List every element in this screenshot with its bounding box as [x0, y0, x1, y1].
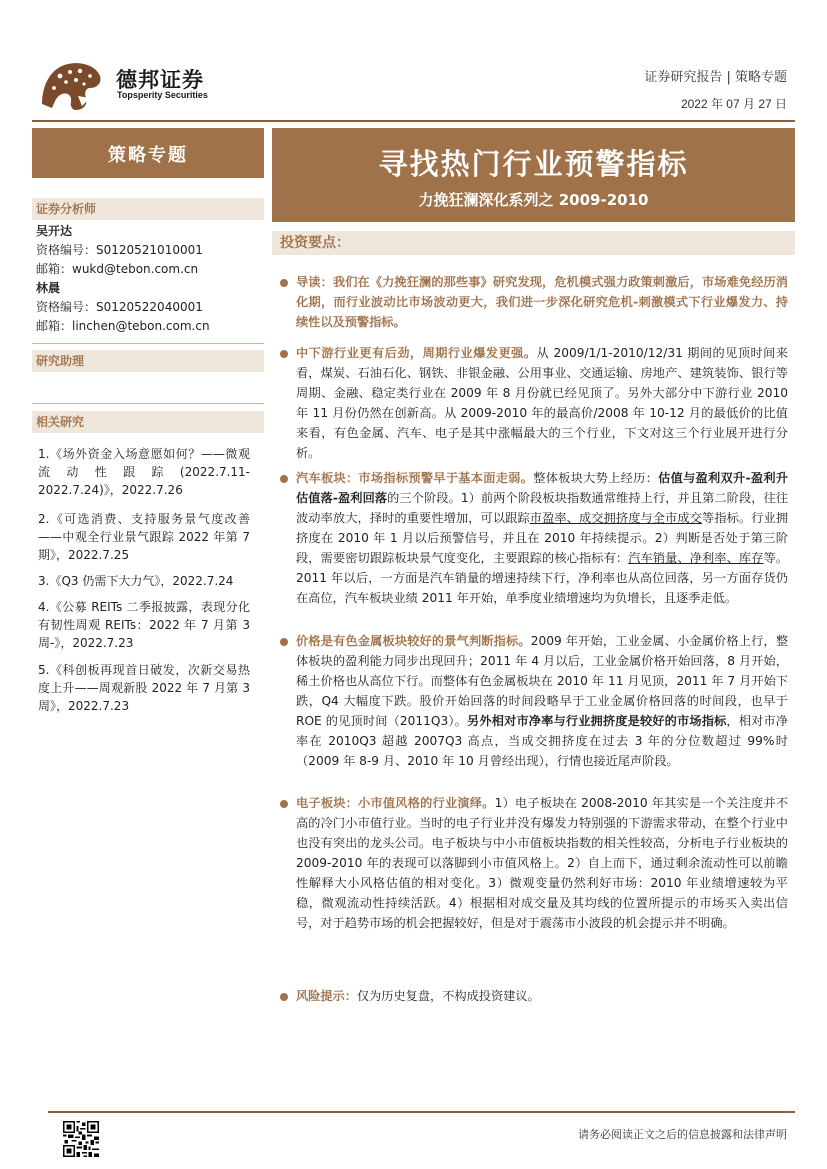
key-point-body: ，相对市净率在 2010Q3 超越 2007Q3 高点，当成交拥挤度在过去 3 年的分位数超过 99%时（2009 年 8-9 月、2010 年 10 月曾经出现），行情也接近尾声阶段。 [296, 714, 789, 768]
key-point-body: 等指标。行业拥挤度在 2010 年 1 月以后预警信号，并且在 2010 年持续提示。2）判断是否处于第三阶段，需要密切跟踪板块景气度变化，主要跟踪的核心指标有： [296, 511, 789, 565]
key-point-lead: 价格是有色金属板块较好的景气判断指标。 [296, 634, 531, 648]
analysts-heading: 证券分析师 [32, 198, 264, 220]
key-point-lead: 风险提示： [296, 989, 357, 1003]
qr-code-icon [63, 1121, 99, 1157]
key-point-metals [296, 631, 788, 771]
title-banner [272, 128, 795, 222]
key-point-lead: 中下游行业更有后劲，周期行业爆发更强。 [296, 346, 537, 360]
key-points-heading: 投资要点： [272, 231, 795, 255]
footer-divider [48, 1111, 795, 1113]
key-point-body: 2009 年开始，工业金属、小金属价格上行，整体板块的盈利能力同步出现回升；2011 年 4 月以后，工业金属价格开始回落，8 月开始，稀土价格也从高位下行。而整体有色金属板块在 2010 年 11 月见顶，2011 年 7 月开始下跌，Q4 大幅度下跌。股价开始回落的时间段略早于工业金属价格回落的时间段，也早于 ROE 的见顶时间（2011Q3）。 [296, 634, 789, 728]
key-point-body: 等。2011 年以后，一方面是汽车销量的增速持续下行，净利率也从高位回落，另一方面存货仍在高位，汽车板块业绩 2011 年开始，单季度业绩增速均为负增长，且逐季走低。 [296, 551, 789, 605]
report-title: 寻找热门行业预警指标 [378, 147, 689, 181]
analyst-cert: 资格编号：S0120521010001 [36, 243, 203, 257]
report-subtitle: 力挽狂澜深化系列之 2009-2010 [418, 191, 649, 209]
related-research-heading: 相关研究 [32, 411, 264, 433]
key-point-body: 的三个阶段。1）前两个阶段板块指数通常维持上行，并且第二阶段，往往波动率放大，择时的重要性增加，可以跟踪 [296, 491, 788, 525]
key-point-risk [296, 986, 788, 1006]
disclaimer-note: 请务必阅读正文之后的信息披露和法律声明 [578, 1128, 787, 1141]
sidebar-divider [32, 403, 264, 404]
bullet-icon [280, 350, 288, 358]
header-divider [32, 120, 795, 122]
key-point-body: 整体板块大势上经历： [533, 471, 659, 485]
sidebar-divider [32, 343, 264, 344]
leopard-logo-icon [38, 58, 104, 114]
analyst-email[interactable]: 邮箱：wukd@tebon.com.cn [36, 262, 199, 276]
brand-name-english: Topsperity Securities [117, 90, 208, 100]
related-research-item[interactable]: 5.《科创板再现首日破发，次新交易热度上升——周观新股 2022 年 7 月第 3 周》，2022.7.23 [38, 663, 250, 713]
bullet-icon [280, 800, 288, 808]
report-date: 2022 年 07 月 27 日 [680, 97, 787, 111]
key-point-lead: 电子板块：小市值风格的行业演绎。 [296, 796, 495, 810]
related-research-item[interactable]: 2.《可选消费、支持服务景气度改善——中观全行业景气跟踪 2022 年第 7 期》，2022.7.25 [38, 512, 250, 562]
key-point-body: 1）电子板块在 2008-2010 年其实是一个关注度并不高的冷门小市值行业。当时的电子行业并没有爆发力特别强的下游需求带动，在整个行业中也没有突出的龙头公司。电子板块与中小市值板块指数的相关性较高，分析电子行业板块的 2009-2010 年的表现可以落脚到小市值风格上。2）自上而下，通过剩余流动性可以前瞻性解释大小风格估值的相对变化。3）微观变量仍然利好市场：2010 年业绩增速较为平稳，微观流动性持续活跃。4）根据相对成交量及其均线的位置所提示的市场买入卖出信号，对于趋势市场的机会把握较好，但是对于震荡市小波段的机会提示并不明确。 [296, 796, 789, 930]
key-point-emphasis: 另外相对市净率与行业拥挤度是较好的市场指标 [467, 714, 727, 728]
analyst-name: 林晨 [36, 281, 61, 295]
key-point-body: 仅为历史复盘，不构成投资建议。 [356, 989, 540, 1003]
bullet-icon [280, 279, 288, 287]
analyst-cert: 资格编号：S0120522040001 [36, 300, 203, 314]
key-point-downstream [296, 343, 788, 463]
key-point-emphasis: 估值与盈利双升-盈利升估值落-盈利回落 [296, 471, 789, 505]
bullet-icon [280, 475, 288, 483]
category-banner [32, 128, 264, 178]
key-point-electronics [296, 793, 788, 933]
analyst-name: 吴开达 [36, 224, 73, 238]
key-point-body: 从 2009/1/1-2010/12/31 期间的见顶时间来看，煤炭、石油石化、钢铁、非银金融、公用事业、交通运输、房地产、建筑装饰、银行等周期、金融、稳定类行业在 2009 年 8 月份就已经见顶了。另外大部分中下游行业 2010 年 11 月份仍然在创新高。从 2009-2010 年的最高价/2008 年 10-12 月的最低价的比值来看，有色金属、汽车、电子是其中涨幅最大的三个行业，下文对这三个行业展开进行分析。 [296, 346, 788, 460]
report-type: 证券研究报告 | 策略专题 [644, 70, 787, 85]
brand-name: 德邦证券 [116, 68, 204, 92]
bullet-icon [280, 993, 288, 1001]
assistant-heading: 研究助理 [32, 350, 264, 372]
related-research-item[interactable]: 1.《场外资金入场意愿如何？——微观流动性跟踪(2022.7.11-2022.7.24)》，2022.7.26 [38, 447, 250, 497]
bullet-icon [280, 638, 288, 646]
key-point-intro: 导读：我们在《力挽狂澜的那些事》研究发现，危机模式强力政策刺激后，市场难免经历消化期，而行业波动比市场波动更大，我们进一步深化研究危机-刺激模式下行业爆发力、持续性以及预警指标。 [296, 275, 788, 329]
analyst-email[interactable]: 邮箱：linchen@tebon.com.cn [36, 319, 210, 333]
related-research-item[interactable]: 4.《公募 REITs 二季报披露，表现分化有韧性周观 REITs：2022 年 7 月第 3 周-》，2022.7.23 [38, 600, 250, 650]
related-research-item[interactable]: 3.《Q3 仍需下大力气》，2022.7.24 [38, 574, 234, 588]
key-point-auto [296, 468, 788, 608]
key-point-underlined: 汽车销量、净利率、库存 [628, 551, 764, 565]
key-point-lead: 汽车板块：市场指标预警早于基本面走弱。 [296, 471, 534, 485]
analyst-block [36, 222, 210, 336]
category-label: 策略专题 [108, 145, 188, 166]
key-point-underlined: 市盈率、成交拥挤度与全市成交 [529, 511, 703, 525]
